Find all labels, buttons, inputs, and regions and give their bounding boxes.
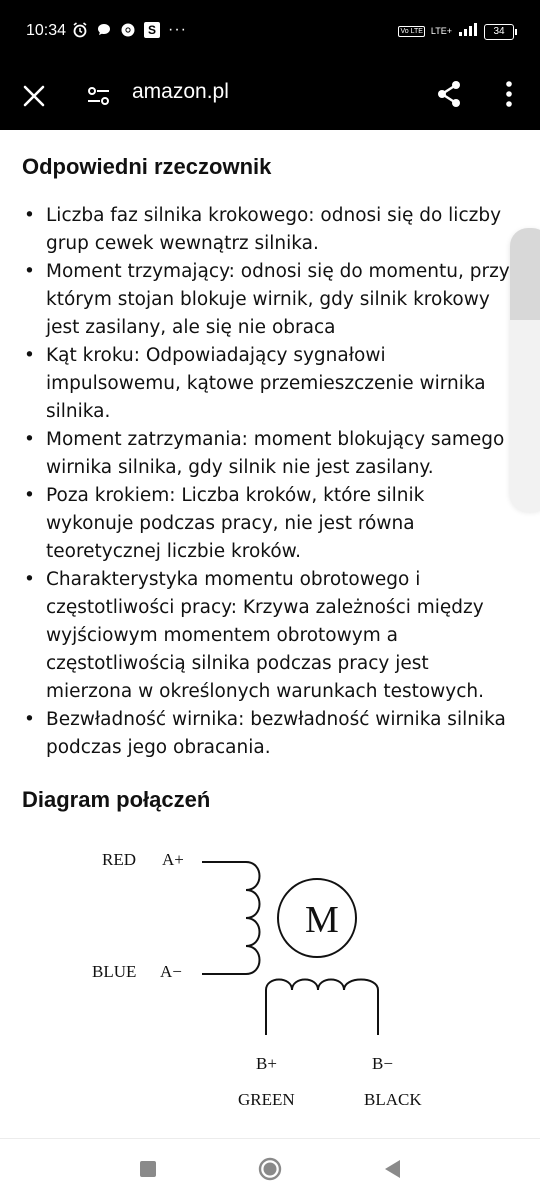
list-item: [22, 706, 540, 762]
list-item-line: podczas jego obracania.: [46, 737, 271, 758]
status-time: 10:34: [26, 22, 67, 39]
list-item: [22, 482, 540, 566]
list-item-line: wirnika silnika, gdy silnik nie jest zasilany.: [46, 457, 434, 478]
label-green: GREEN: [238, 1090, 295, 1109]
list-item-line: mierzona w określonych warunkach testowych.: [46, 681, 485, 702]
recents-icon[interactable]: [140, 1161, 156, 1177]
list-item: [22, 342, 540, 426]
chrome-icon: [120, 22, 136, 38]
more-options-icon[interactable]: [494, 78, 524, 110]
label-red: RED: [102, 850, 136, 869]
list-item-line: Poza krokiem: Liczba kroków, które silnik: [46, 485, 425, 506]
label-b-minus: B−: [372, 1054, 393, 1073]
browser-toolbar: [0, 66, 540, 130]
list-item-line: którym stojan blokuje wirnik, gdy silnik krokowy: [46, 289, 490, 310]
alarm-icon: [72, 22, 88, 38]
system-navigation-bar: [0, 1138, 540, 1201]
section-heading-diagram: Diagram połączeń: [22, 787, 211, 812]
list-item-line: Liczba faz silnika krokowego: odnosi się do liczby: [46, 205, 502, 226]
url-display[interactable]: amazon.pl: [132, 80, 229, 103]
site-settings-icon[interactable]: [84, 80, 114, 112]
list-item-line: impulsowemu, kątowe przemieszczenie wirnika: [46, 373, 486, 394]
label-blue: BLUE: [92, 962, 137, 981]
list-item-line: Kąt kroku: Odpowiadający sygnałowi: [46, 345, 386, 366]
label-a-minus: A−: [160, 962, 182, 981]
home-icon[interactable]: [258, 1157, 282, 1181]
status-system-icons: [398, 22, 514, 41]
chat-bubble-icon: [96, 22, 112, 38]
floating-side-panel-top[interactable]: [510, 228, 540, 320]
list-item-line: grup cewek wewnątrz silnika.: [46, 233, 319, 254]
list-item: [22, 426, 540, 482]
list-item-line: jest zasilany, ale się nie obraca: [46, 317, 336, 338]
lte-label: LTE+: [430, 26, 452, 36]
specs-list: [22, 202, 540, 762]
more-notifications-icon: ···: [168, 21, 187, 38]
section-heading-nouns: Odpowiedni rzeczownik: [22, 154, 272, 179]
status-notification-icons: [72, 21, 187, 39]
list-item-line: częstotliwości pracy: Krzywa zależności między: [46, 597, 484, 618]
share-icon[interactable]: [434, 78, 464, 110]
app-badge-icon: S: [144, 22, 160, 38]
list-item-line: częstotliwością silnika podczas pracy jest: [46, 653, 429, 674]
page-content: [0, 130, 540, 1138]
close-icon[interactable]: [18, 80, 50, 112]
back-icon[interactable]: [382, 1157, 402, 1181]
label-b-plus: B+: [256, 1054, 277, 1073]
list-item: [22, 566, 540, 706]
list-item-line: silnika.: [46, 401, 111, 422]
motor-label: M: [305, 899, 339, 941]
battery-icon: 34: [484, 24, 514, 40]
list-item-line: Moment zatrzymania: moment blokujący samego: [46, 429, 505, 450]
list-item-line: Bezwładność wirnika: bezwładność wirnika silnika: [46, 709, 506, 730]
list-item: [22, 258, 540, 342]
wiring-diagram: [88, 840, 422, 1130]
list-item-line: teoretycznej liczbie kroków.: [46, 541, 301, 562]
list-item-line: wykonuje podczas pracy, nie jest równa: [46, 513, 415, 534]
volte-icon: Vo LTE: [400, 28, 423, 35]
signal-icon: [458, 22, 478, 41]
status-bar: [0, 0, 540, 66]
label-a-plus: A+: [162, 850, 184, 869]
list-item-line: Charakterystyka momentu obrotowego i: [46, 569, 421, 590]
list-item-line: Moment trzymający: odnosi się do momentu, przy: [46, 261, 510, 282]
list-item: [22, 202, 540, 258]
wiring-diagram-drawing: [88, 840, 408, 1130]
label-black: BLACK: [364, 1090, 422, 1109]
list-item-line: wyjściowym momentem obrotowym a: [46, 625, 398, 646]
